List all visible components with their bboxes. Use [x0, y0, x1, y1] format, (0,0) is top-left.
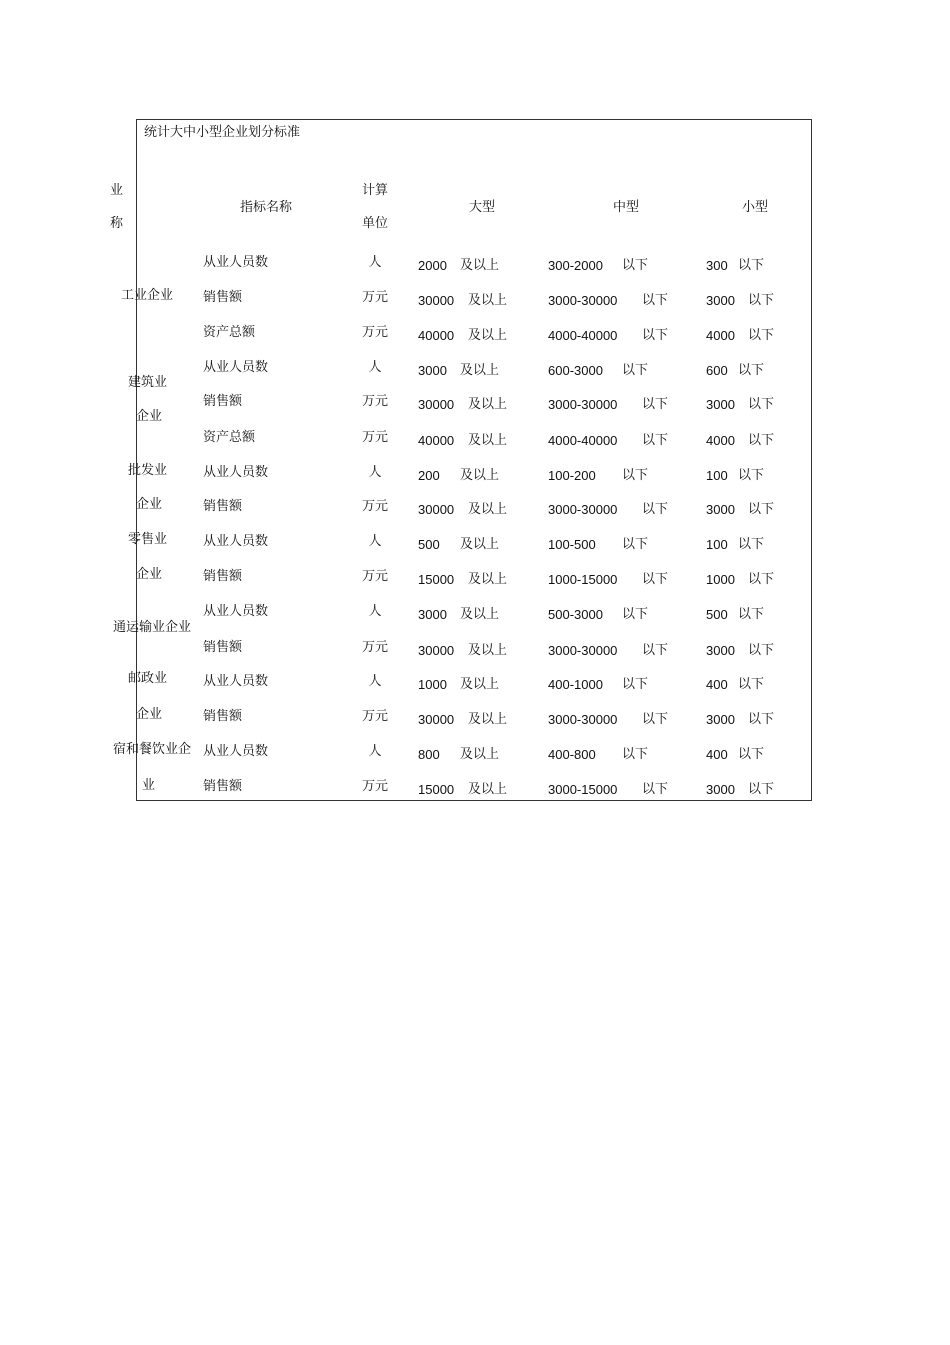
row-unit: 万元 — [362, 430, 389, 445]
row-medium-value: 300-2000 — [548, 258, 603, 273]
row-large-value: 15000 — [418, 572, 455, 587]
row-medium-text: 以下 — [622, 363, 649, 378]
industry-label: 业 — [142, 778, 156, 793]
industry-label: 建筑业 — [128, 375, 168, 390]
row-large-text: 及以上 — [468, 572, 508, 587]
industry-label: 企业 — [136, 497, 163, 512]
row-large-text: 及以上 — [460, 747, 500, 762]
row-small-text: 以下 — [738, 258, 765, 273]
industry-label: 企业 — [136, 409, 163, 424]
row-large-value: 40000 — [418, 328, 455, 343]
row-indicator: 销售额 — [203, 290, 243, 305]
row-large-text: 及以上 — [468, 712, 508, 727]
row-indicator: 销售额 — [203, 499, 243, 514]
row-medium-text: 以下 — [622, 677, 649, 692]
row-large-value: 15000 — [418, 782, 455, 797]
header-small: 小型 — [742, 200, 769, 215]
row-small-text: 以下 — [748, 502, 775, 517]
row-unit: 人 — [368, 255, 382, 270]
row-indicator: 销售额 — [203, 640, 243, 655]
row-large-text: 及以上 — [460, 677, 500, 692]
row-small-text: 以下 — [738, 607, 765, 622]
row-large-text: 及以上 — [468, 433, 508, 448]
row-large-value: 30000 — [418, 397, 455, 412]
row-medium-text: 以下 — [642, 572, 669, 587]
row-small-text: 以下 — [748, 397, 775, 412]
row-medium-text: 以下 — [642, 433, 669, 448]
row-small-text: 以下 — [738, 363, 765, 378]
row-small-value: 3000 — [706, 502, 735, 517]
row-small-value: 600 — [706, 363, 728, 378]
row-small-text: 以下 — [738, 537, 765, 552]
row-unit: 人 — [368, 465, 382, 480]
row-large-value: 40000 — [418, 433, 455, 448]
row-medium-value: 3000-15000 — [548, 782, 618, 797]
row-large-value: 500 — [418, 537, 440, 552]
row-medium-text: 以下 — [622, 537, 649, 552]
row-small-value: 100 — [706, 468, 728, 483]
row-indicator: 从业人员数 — [203, 604, 269, 619]
row-small-value: 3000 — [706, 397, 735, 412]
header-medium: 中型 — [613, 200, 640, 215]
row-unit: 万元 — [362, 325, 389, 340]
row-large-value: 30000 — [418, 712, 455, 727]
row-large-value: 200 — [418, 468, 440, 483]
row-medium-text: 以下 — [642, 502, 669, 517]
row-medium-text: 以下 — [642, 328, 669, 343]
industry-label: 邮政业 — [128, 671, 168, 686]
row-small-value: 3000 — [706, 293, 735, 308]
header-unit-line1: 计算 — [362, 183, 389, 198]
industry-label: 批发业 — [128, 463, 168, 478]
industry-label: 企业 — [136, 567, 163, 582]
row-large-value: 30000 — [418, 643, 455, 658]
row-small-text: 以下 — [748, 433, 775, 448]
row-small-value: 100 — [706, 537, 728, 552]
row-unit: 人 — [368, 534, 382, 549]
row-unit: 人 — [368, 360, 382, 375]
row-large-text: 及以上 — [468, 328, 508, 343]
header-indicator: 指标名称 — [240, 200, 293, 215]
table-frame — [136, 119, 812, 801]
row-indicator: 从业人员数 — [203, 255, 269, 270]
row-small-text: 以下 — [738, 468, 765, 483]
row-large-value: 800 — [418, 747, 440, 762]
row-large-text: 及以上 — [460, 363, 500, 378]
row-unit: 人 — [368, 744, 382, 759]
row-unit: 人 — [368, 674, 382, 689]
row-unit: 万元 — [362, 499, 389, 514]
header-unit-line2: 单位 — [362, 216, 389, 231]
row-medium-value: 400-1000 — [548, 677, 603, 692]
document-title: 统计大中小型企业划分标准 — [144, 125, 301, 140]
row-unit: 万元 — [362, 779, 389, 794]
row-large-text: 及以上 — [460, 468, 500, 483]
row-large-text: 及以上 — [460, 537, 500, 552]
row-medium-value: 4000-40000 — [548, 433, 618, 448]
row-small-value: 500 — [706, 607, 728, 622]
row-small-value: 400 — [706, 677, 728, 692]
row-large-text: 及以上 — [460, 258, 500, 273]
row-unit: 万元 — [362, 640, 389, 655]
row-small-value: 3000 — [706, 782, 735, 797]
row-indicator: 从业人员数 — [203, 534, 269, 549]
industry-label: 企业 — [136, 707, 163, 722]
row-unit: 万元 — [362, 290, 389, 305]
row-medium-text: 以下 — [642, 293, 669, 308]
row-large-text: 及以上 — [468, 293, 508, 308]
row-medium-text: 以下 — [622, 607, 649, 622]
row-medium-text: 以下 — [642, 782, 669, 797]
row-small-text: 以下 — [748, 328, 775, 343]
industry-label: 宿和餐饮业企 — [113, 742, 192, 757]
row-indicator: 销售额 — [203, 394, 243, 409]
row-small-value: 4000 — [706, 328, 735, 343]
row-medium-value: 4000-40000 — [548, 328, 618, 343]
row-large-text: 及以上 — [468, 397, 508, 412]
row-medium-value: 3000-30000 — [548, 643, 618, 658]
row-medium-value: 3000-30000 — [548, 712, 618, 727]
row-small-value: 400 — [706, 747, 728, 762]
row-large-value: 30000 — [418, 293, 455, 308]
row-medium-value: 500-3000 — [548, 607, 603, 622]
row-unit: 万元 — [362, 709, 389, 724]
row-indicator: 从业人员数 — [203, 744, 269, 759]
row-indicator: 从业人员数 — [203, 674, 269, 689]
row-small-value: 3000 — [706, 643, 735, 658]
row-small-text: 以下 — [738, 747, 765, 762]
row-unit: 万元 — [362, 394, 389, 409]
row-indicator: 资产总额 — [203, 325, 256, 340]
header-mark-bottom: 称 — [110, 216, 124, 231]
row-large-value: 30000 — [418, 502, 455, 517]
header-mark-top: 业 — [110, 183, 124, 198]
row-small-text: 以下 — [748, 293, 775, 308]
row-medium-value: 100-200 — [548, 468, 596, 483]
row-unit: 万元 — [362, 569, 389, 584]
row-large-value: 1000 — [418, 677, 447, 692]
row-unit: 人 — [368, 604, 382, 619]
row-medium-value: 3000-30000 — [548, 293, 618, 308]
industry-label: 通运输业企业 — [113, 620, 192, 635]
row-large-value: 3000 — [418, 607, 447, 622]
row-indicator: 从业人员数 — [203, 465, 269, 480]
row-small-text: 以下 — [748, 712, 775, 727]
row-medium-text: 以下 — [622, 468, 649, 483]
row-medium-value: 100-500 — [548, 537, 596, 552]
row-medium-text: 以下 — [642, 643, 669, 658]
row-medium-value: 3000-30000 — [548, 502, 618, 517]
row-small-value: 3000 — [706, 712, 735, 727]
row-large-text: 及以上 — [468, 782, 508, 797]
row-small-value: 300 — [706, 258, 728, 273]
row-small-text: 以下 — [748, 643, 775, 658]
industry-label: 零售业 — [128, 532, 168, 547]
row-small-value: 1000 — [706, 572, 735, 587]
row-indicator: 从业人员数 — [203, 360, 269, 375]
row-large-value: 3000 — [418, 363, 447, 378]
row-medium-value: 1000-15000 — [548, 572, 618, 587]
row-indicator: 销售额 — [203, 779, 243, 794]
row-medium-value: 3000-30000 — [548, 397, 618, 412]
row-medium-text: 以下 — [642, 712, 669, 727]
industry-label: 工业企业 — [121, 288, 174, 303]
header-large: 大型 — [469, 200, 496, 215]
row-small-text: 以下 — [738, 677, 765, 692]
row-large-value: 2000 — [418, 258, 447, 273]
row-medium-text: 以下 — [622, 747, 649, 762]
row-indicator: 资产总额 — [203, 430, 256, 445]
row-small-text: 以下 — [748, 572, 775, 587]
row-medium-value: 600-3000 — [548, 363, 603, 378]
row-large-text: 及以上 — [460, 607, 500, 622]
row-medium-text: 以下 — [622, 258, 649, 273]
row-large-text: 及以上 — [468, 643, 508, 658]
row-medium-text: 以下 — [642, 397, 669, 412]
row-small-text: 以下 — [748, 782, 775, 797]
row-medium-value: 400-800 — [548, 747, 596, 762]
row-large-text: 及以上 — [468, 502, 508, 517]
row-small-value: 4000 — [706, 433, 735, 448]
row-indicator: 销售额 — [203, 569, 243, 584]
row-indicator: 销售额 — [203, 709, 243, 724]
